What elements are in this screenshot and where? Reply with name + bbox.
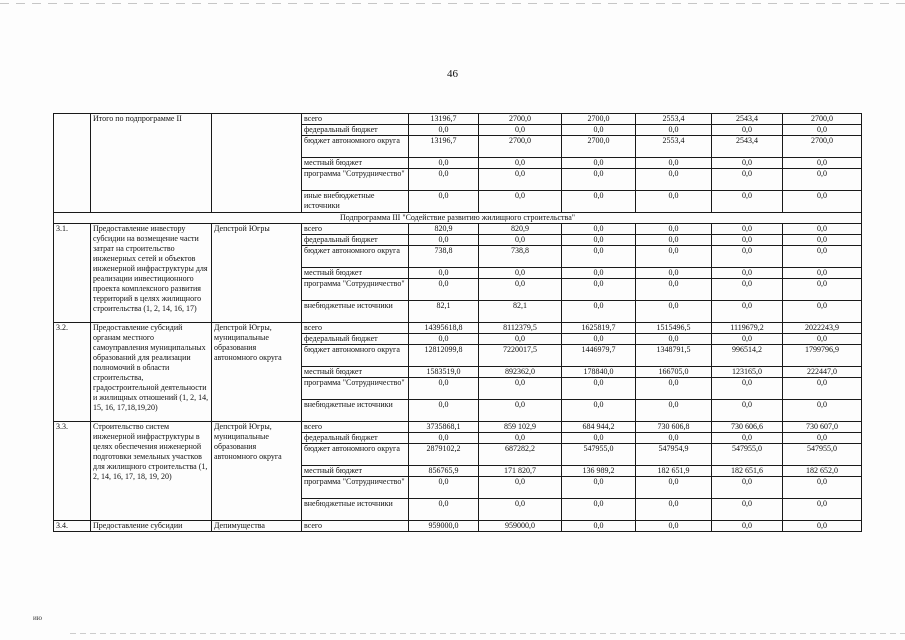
- amount-cell: 0,0: [783, 158, 862, 169]
- amount-cell: 0,0: [479, 191, 562, 213]
- amount-cell: 0,0: [479, 433, 562, 444]
- amount-cell: 0,0: [712, 499, 783, 521]
- subprogram-header: Подпрограмма III "Содействие развитию жилищного строительства": [54, 213, 862, 224]
- page-number: 46: [447, 68, 458, 80]
- amount-cell: 684 944,2: [562, 422, 636, 433]
- amount-cell: 0,0: [636, 433, 712, 444]
- amount-cell: 0,0: [562, 378, 636, 400]
- amount-cell: 0,0: [783, 477, 862, 499]
- funding-source: внебюджетные источники: [302, 499, 409, 521]
- amount-cell: 0,0: [636, 301, 712, 323]
- amount-cell: 547955,0: [783, 444, 862, 466]
- amount-cell: 0,0: [636, 224, 712, 235]
- amount-cell: 0,0: [562, 191, 636, 213]
- amount-cell: 0,0: [562, 158, 636, 169]
- amount-cell: 0,0: [479, 279, 562, 301]
- amount-cell: 1348791,5: [636, 345, 712, 367]
- funding-source: федеральный бюджет: [302, 433, 409, 444]
- amount-cell: 0,0: [712, 268, 783, 279]
- amount-cell: 0,0: [636, 499, 712, 521]
- amount-cell: 0,0: [712, 521, 783, 532]
- summary-label: Итого по подпрограмме II: [91, 114, 212, 213]
- amount-cell: 1799796,9: [783, 345, 862, 367]
- summary-executor-cell: [212, 114, 302, 213]
- amount-cell: 547955,0: [712, 444, 783, 466]
- amount-cell: 0,0: [636, 169, 712, 191]
- amount-cell: 0,0: [409, 499, 479, 521]
- amount-cell: 730 606,6: [712, 422, 783, 433]
- amount-cell: 0,0: [783, 235, 862, 246]
- amount-cell: 0,0: [562, 499, 636, 521]
- amount-cell: 0,0: [636, 125, 712, 136]
- amount-cell: 2700,0: [562, 136, 636, 158]
- amount-cell: 0,0: [409, 477, 479, 499]
- amount-cell: 12812099,8: [409, 345, 479, 367]
- measure-number: 3.4.: [54, 521, 91, 532]
- amount-cell: 0,0: [783, 268, 862, 279]
- funding-source: местный бюджет: [302, 466, 409, 477]
- amount-cell: 2700,0: [479, 136, 562, 158]
- amount-cell: 0,0: [479, 499, 562, 521]
- measure-executor: Депимущества: [212, 521, 302, 532]
- amount-cell: 0,0: [712, 224, 783, 235]
- subprogram-header-row: [54, 213, 862, 224]
- amount-cell: 0,0: [562, 334, 636, 345]
- funding-source: местный бюджет: [302, 268, 409, 279]
- amount-cell: 166705,0: [636, 367, 712, 378]
- amount-cell: 0,0: [409, 169, 479, 191]
- amount-cell: 0,0: [783, 499, 862, 521]
- amount-cell: 730 607,0: [783, 422, 862, 433]
- funding-source: бюджет автономного округа: [302, 345, 409, 367]
- amount-cell: 0,0: [562, 433, 636, 444]
- measure-row: [54, 521, 862, 532]
- amount-cell: 0,0: [479, 125, 562, 136]
- funding-source: бюджет автономного округа: [302, 136, 409, 158]
- amount-cell: 0,0: [636, 521, 712, 532]
- measure-name: Строительство систем инженерной инфраструктуры в целях обеспечения инженерной подготовки земельных участков для жилищного строительства (1, 2, 14, 16, 17, 18, 19, 20): [91, 422, 212, 521]
- amount-cell: 136 989,2: [562, 466, 636, 477]
- amount-cell: 0,0: [479, 268, 562, 279]
- amount-cell: 0,0: [636, 334, 712, 345]
- amount-cell: 0,0: [783, 400, 862, 422]
- footer-mark: ию: [33, 614, 42, 622]
- amount-cell: 959000,0: [479, 521, 562, 532]
- amount-cell: 0,0: [712, 125, 783, 136]
- amount-cell: 0,0: [783, 125, 862, 136]
- amount-cell: 222447,0: [783, 367, 862, 378]
- funding-source: внебюджетные источники: [302, 400, 409, 422]
- amount-cell: 0,0: [562, 246, 636, 268]
- measure-row: [54, 224, 862, 235]
- measure-executor: Депстрой Югры: [212, 224, 302, 323]
- amount-cell: 0,0: [479, 400, 562, 422]
- amount-cell: 0,0: [636, 378, 712, 400]
- measure-row: [54, 422, 862, 433]
- amount-cell: 2700,0: [783, 136, 862, 158]
- amount-cell: 0,0: [636, 246, 712, 268]
- amount-cell: 0,0: [712, 169, 783, 191]
- amount-cell: 0,0: [712, 477, 783, 499]
- measure-number: 3.2.: [54, 323, 91, 422]
- amount-cell: 0,0: [562, 477, 636, 499]
- scan-noise-top: [0, 3, 905, 4]
- amount-cell: 547954,9: [636, 444, 712, 466]
- amount-cell: 1446979,7: [562, 345, 636, 367]
- amount-cell: 182 652,0: [783, 466, 862, 477]
- amount-cell: 7220017,5: [479, 345, 562, 367]
- measure-name: Предоставление инвестору субсидии на возмещение части затрат на строительство инженерных сетей и объектов инженерной инфраструктуры для реализации инвестиционного проекта комплексного развития территорий в целях жилищного строительства (1, 2, 14, 16, 17): [91, 224, 212, 323]
- funding-source: всего: [302, 114, 409, 125]
- amount-cell: 0,0: [409, 400, 479, 422]
- amount-cell: 0,0: [479, 169, 562, 191]
- amount-cell: 0,0: [479, 378, 562, 400]
- funding-source: иные внебюджетные источники: [302, 191, 409, 213]
- amount-cell: 0,0: [479, 477, 562, 499]
- amount-cell: 0,0: [409, 433, 479, 444]
- amount-cell: 959000,0: [409, 521, 479, 532]
- funding-source: внебюджетные источники: [302, 301, 409, 323]
- amount-cell: 859 102,9: [479, 422, 562, 433]
- amount-cell: 0,0: [712, 246, 783, 268]
- amount-cell: 0,0: [562, 279, 636, 301]
- amount-cell: 0,0: [409, 279, 479, 301]
- amount-cell: 1119679,2: [712, 323, 783, 334]
- amount-cell: 13196,7: [409, 114, 479, 125]
- amount-cell: 82,1: [409, 301, 479, 323]
- amount-cell: 0,0: [712, 191, 783, 213]
- scan-noise-bottom: [70, 633, 905, 634]
- amount-cell: 0,0: [783, 169, 862, 191]
- funding-source: бюджет автономного округа: [302, 444, 409, 466]
- amount-cell: 892362,0: [479, 367, 562, 378]
- amount-cell: 0,0: [712, 235, 783, 246]
- amount-cell: 856765,9: [409, 466, 479, 477]
- amount-cell: 0,0: [409, 125, 479, 136]
- amount-cell: 0,0: [636, 191, 712, 213]
- funding-source: программа "Сотрудничество": [302, 477, 409, 499]
- funding-source: местный бюджет: [302, 367, 409, 378]
- funding-source: всего: [302, 224, 409, 235]
- amount-cell: 0,0: [479, 235, 562, 246]
- amount-cell: 0,0: [783, 246, 862, 268]
- amount-cell: 171 820,7: [479, 466, 562, 477]
- amount-cell: 0,0: [562, 224, 636, 235]
- amount-cell: 13196,7: [409, 136, 479, 158]
- amount-cell: 0,0: [783, 224, 862, 235]
- amount-cell: 2553,4: [636, 136, 712, 158]
- amount-cell: 547955,0: [562, 444, 636, 466]
- amount-cell: 0,0: [712, 279, 783, 301]
- funding-source: всего: [302, 323, 409, 334]
- amount-cell: 0,0: [712, 158, 783, 169]
- amount-cell: 0,0: [636, 158, 712, 169]
- amount-cell: 2543,4: [712, 114, 783, 125]
- amount-cell: 0,0: [562, 521, 636, 532]
- amount-cell: 687282,2: [479, 444, 562, 466]
- amount-cell: 2879102,2: [409, 444, 479, 466]
- funding-source: всего: [302, 422, 409, 433]
- measure-name: Предоставление субсидий органам местного самоуправления муниципальных образований для реализации полномочий в области строительства, градостроительной деятельности и жилищных отношений (1, 2, 14, 15, 16, 17,18,19,20): [91, 323, 212, 422]
- amount-cell: 0,0: [783, 191, 862, 213]
- amount-cell: 0,0: [636, 235, 712, 246]
- funding-source: федеральный бюджет: [302, 125, 409, 136]
- amount-cell: 0,0: [479, 334, 562, 345]
- amount-cell: 0,0: [562, 235, 636, 246]
- amount-cell: 82,1: [479, 301, 562, 323]
- amount-cell: 0,0: [636, 279, 712, 301]
- amount-cell: 0,0: [409, 191, 479, 213]
- amount-cell: 0,0: [783, 521, 862, 532]
- funding-source: бюджет автономного округа: [302, 246, 409, 268]
- amount-cell: 0,0: [783, 301, 862, 323]
- amount-cell: 2543,4: [712, 136, 783, 158]
- amount-cell: 0,0: [409, 268, 479, 279]
- amount-cell: 0,0: [783, 433, 862, 444]
- amount-cell: 2700,0: [479, 114, 562, 125]
- funding-source: программа "Сотрудничество": [302, 378, 409, 400]
- amount-cell: 2700,0: [562, 114, 636, 125]
- funding-source: всего: [302, 521, 409, 532]
- amount-cell: 182 651,9: [636, 466, 712, 477]
- amount-cell: 0,0: [409, 158, 479, 169]
- amount-cell: 820,9: [479, 224, 562, 235]
- amount-cell: 1515496,5: [636, 323, 712, 334]
- amount-cell: 1625819,7: [562, 323, 636, 334]
- amount-cell: 0,0: [562, 268, 636, 279]
- amount-cell: 820,9: [409, 224, 479, 235]
- amount-cell: 0,0: [783, 279, 862, 301]
- amount-cell: 2022243,9: [783, 323, 862, 334]
- measure-number: 3.3.: [54, 422, 91, 521]
- budget-table: [53, 113, 862, 532]
- amount-cell: 0,0: [562, 125, 636, 136]
- amount-cell: 1583519,0: [409, 367, 479, 378]
- funding-source: местный бюджет: [302, 158, 409, 169]
- amount-cell: 178840,0: [562, 367, 636, 378]
- measure-name: Предоставление субсидии: [91, 521, 212, 532]
- summary-number-cell: [54, 114, 91, 213]
- amount-cell: 738,8: [409, 246, 479, 268]
- amount-cell: 0,0: [636, 400, 712, 422]
- measure-number: 3.1.: [54, 224, 91, 323]
- funding-source: федеральный бюджет: [302, 235, 409, 246]
- amount-cell: 3735868,1: [409, 422, 479, 433]
- summary-row: [54, 114, 862, 125]
- amount-cell: 0,0: [409, 235, 479, 246]
- funding-source: федеральный бюджет: [302, 334, 409, 345]
- amount-cell: 14395618,8: [409, 323, 479, 334]
- amount-cell: 2700,0: [783, 114, 862, 125]
- amount-cell: 996514,2: [712, 345, 783, 367]
- amount-cell: 0,0: [783, 334, 862, 345]
- amount-cell: 730 606,8: [636, 422, 712, 433]
- amount-cell: 0,0: [712, 334, 783, 345]
- amount-cell: 0,0: [712, 433, 783, 444]
- funding-source: программа "Сотрудничество": [302, 279, 409, 301]
- measure-row: [54, 323, 862, 334]
- amount-cell: 0,0: [712, 378, 783, 400]
- amount-cell: 0,0: [636, 268, 712, 279]
- amount-cell: 182 651,6: [712, 466, 783, 477]
- amount-cell: 8112379,5: [479, 323, 562, 334]
- funding-source: программа "Сотрудничество": [302, 169, 409, 191]
- amount-cell: 2553,4: [636, 114, 712, 125]
- amount-cell: 0,0: [409, 334, 479, 345]
- amount-cell: 0,0: [783, 378, 862, 400]
- amount-cell: 738,8: [479, 246, 562, 268]
- amount-cell: 0,0: [712, 301, 783, 323]
- amount-cell: 0,0: [562, 400, 636, 422]
- amount-cell: 0,0: [562, 301, 636, 323]
- amount-cell: 123165,0: [712, 367, 783, 378]
- measure-executor: Депстрой Югры, муниципальные образования автономного округа: [212, 422, 302, 521]
- amount-cell: 0,0: [712, 400, 783, 422]
- amount-cell: 0,0: [479, 158, 562, 169]
- amount-cell: 0,0: [562, 169, 636, 191]
- amount-cell: 0,0: [409, 378, 479, 400]
- measure-executor: Депстрой Югры, муниципальные образования автономного округа: [212, 323, 302, 422]
- amount-cell: 0,0: [636, 477, 712, 499]
